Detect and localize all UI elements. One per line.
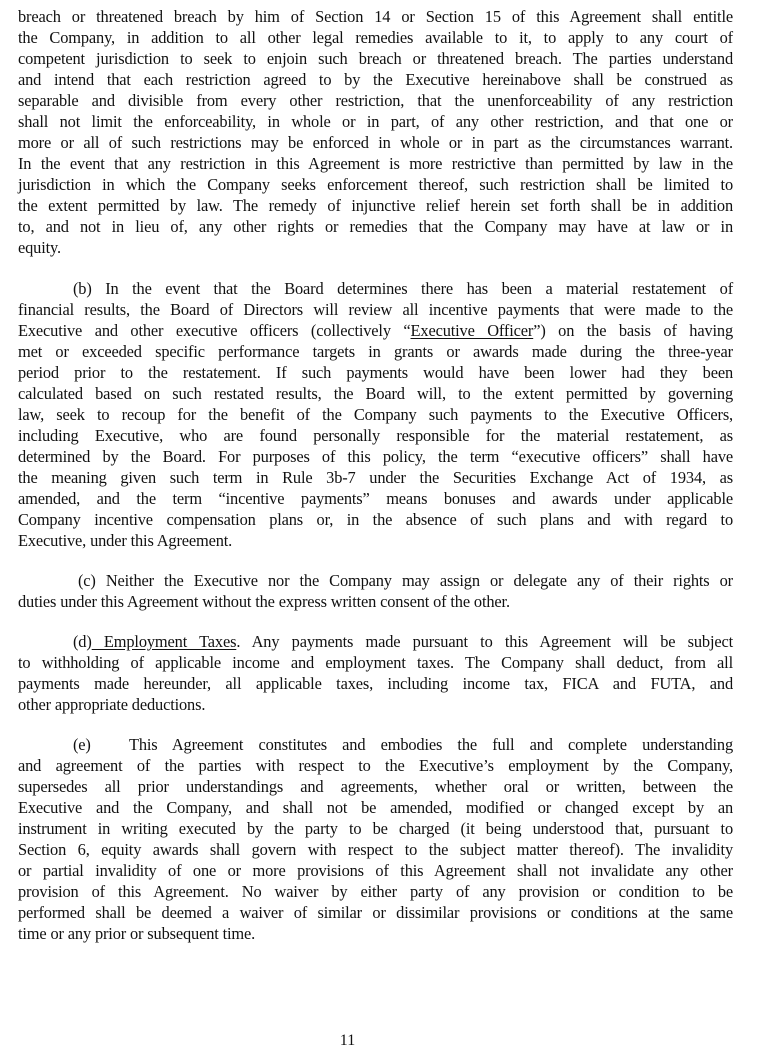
text-line-labelled [18, 734, 733, 755]
text-line: or partial invalidity of one or more provisions of this Agreement shall not invalidate any other [18, 861, 733, 880]
text-line: period prior to the restatement. If such payments would have been lower had they been [18, 363, 733, 382]
text-line: Company incentive compensation plans or, in the absence of such plans and with regard to [18, 510, 733, 529]
text-line-defined-term [18, 320, 733, 341]
text-line: equity. [18, 238, 61, 257]
text-line: breach or threatened breach by him of Section 14 or Section 15 of this Agreement shall entitle [18, 7, 733, 26]
text-line: separable and divisible from every other restriction, that the unenforceability of any restriction [18, 91, 733, 110]
text-segment: This Agreement constitutes and embodies the full and complete understanding [129, 735, 733, 754]
text-line: Executive and the Company, and shall not be amended, modified or changed except by an [18, 798, 733, 817]
text-line: amended, and the term “incentive payments” means bonuses and awards under applicable [18, 489, 733, 508]
section-label: (e) [73, 735, 91, 754]
paragraph-c-assignment [18, 570, 733, 612]
text-line: duties under this Agreement without the express written consent of the other. [18, 592, 510, 611]
text-line: performed shall be deemed a waiver of similar or dissimilar provisions or conditions at the same [18, 903, 733, 922]
text-segment: Executive and other executive officers (collectively “ [18, 321, 411, 340]
text-line: calculated based on such restated results, the Board will, to the extent permitted by governing [18, 384, 733, 403]
text-line: In the event that any restriction in this Agreement is more restrictive than permitted by law in the [18, 154, 733, 173]
text-line: and agreement of the parties with respect to the Executive’s employment by the Company, [18, 756, 733, 775]
text-line: Executive, under this Agreement. [18, 531, 233, 550]
text-line: (c) Neither the Executive nor the Company may assign or delegate any of their rights or [78, 571, 733, 590]
text-line: competent jurisdiction to seek to enjoin such breach or threatened breach. The parties understand [18, 49, 733, 68]
text-line-heading [18, 631, 733, 652]
text-line: more or all of such restrictions may be enforced in whole or in part as the circumstances warrant. [18, 133, 733, 152]
text-line: to, and not in lieu of, any other rights or remedies that the Company may have at law or in [18, 217, 733, 236]
page-number: 11 [339, 1032, 356, 1049]
text-line: including Executive, who are found personally responsible for the material restatement, as [18, 426, 733, 445]
text-line: instrument in writing executed by the party to be charged (it being understood that, pursuant to [18, 819, 733, 838]
text-segment: . Any payments made pursuant to this Agreement will be subject [236, 632, 734, 651]
text-segment: ”) on the basis of having [533, 321, 733, 340]
text-line: payments made hereunder, all applicable taxes, including income tax, FICA and FUTA, and [18, 674, 733, 693]
text-line: (b) In the event that the Board determines there has been a material restatement of [73, 279, 733, 298]
paragraph-continuation [18, 6, 733, 258]
text-line: determined by the Board. For purposes of this policy, the term “executive officers” shall have [18, 447, 733, 466]
text-line: financial results, the Board of Directors will review all incentive payments that were made to the [18, 300, 733, 319]
text-line: time or any prior or subsequent time. [18, 924, 256, 943]
text-line: other appropriate deductions. [18, 695, 206, 714]
text-line: and intend that each restriction agreed to by the Executive hereinabove shall be construed as [18, 70, 733, 89]
paragraph-e-entire-agreement [18, 734, 733, 944]
text-line: met or exceeded specific performance targets in grants or awards made during the three-year [18, 342, 733, 361]
text-line: shall not limit the enforceability, in whole or in part, of any other restriction, and that one or [18, 112, 733, 131]
text-line: the meaning given such term in Rule 3b-7 under the Securities Exchange Act of 1934, as [18, 468, 733, 487]
section-label: (d) [73, 632, 92, 651]
text-line: jurisdiction in which the Company seeks enforcement thereof, such restriction shall be limited to [18, 175, 733, 194]
text-line: supersedes all prior understandings and agreements, whether oral or written, between the [18, 777, 733, 796]
text-line: the extent permitted by law. The remedy of injunctive relief herein set forth shall be in addition [18, 196, 733, 215]
paragraph-d-employment-taxes [18, 631, 733, 715]
section-heading: Employment Taxes [91, 632, 237, 651]
text-line: law, seek to recoup for the benefit of the Company such payments to the Executive Officers, [18, 405, 733, 424]
paragraph-b-restatement-clawback [18, 278, 733, 551]
text-line: to withholding of applicable income and employment taxes. The Company shall deduct, from all [18, 653, 733, 672]
text-line: Section 6, equity awards shall govern with respect to the subject matter thereof). The invalidity [18, 840, 733, 859]
text-line: provision of this Agreement. No waiver by either party of any provision or condition to be [18, 882, 733, 901]
defined-term-executive-officer: Executive Officer [410, 321, 534, 340]
text-line: the Company, in addition to all other legal remedies available to it, to apply to any court of [18, 28, 733, 47]
